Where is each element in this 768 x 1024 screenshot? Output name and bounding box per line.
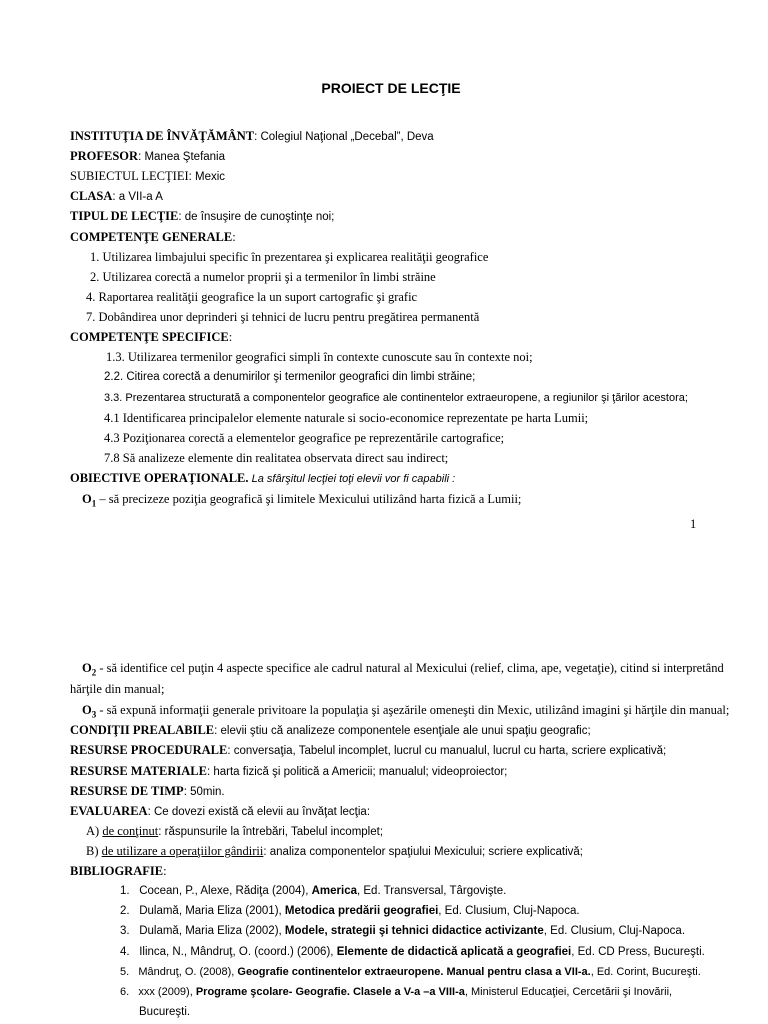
objective-o3: $O_3$ - să expună informaţii generale privitoare la populaţia şi aşezările omeneşti din Mexic, utilizând imagini şi hărţile din manual;: [82, 703, 730, 720]
objective-o2: $O_2$ - să identifice cel puţin 4 aspecte specifice ale cadrul natural al Mexicului (relief, clima, ape, vegetaţie), citind si interpretând: [82, 661, 724, 678]
procedural-resources-line: RESURSE PROCEDURALE: conversaţia, Tabelul incomplet, lucrul cu manualul, lucrul cu harta, scriere explicativă;: [70, 743, 667, 757]
general-competence-item: 4. Raportarea realităţii geografice la un suport cartografic şi grafic: [86, 290, 418, 304]
objective-o2-cont: hărţile din manual;: [70, 682, 165, 696]
page-title: PROIECT DE LECŢIE: [321, 80, 461, 96]
bibliography-item: 1. Cocean, P., Alexe, Rădiţa (2004), America, Ed. Transversal, Târgovişte.: [120, 885, 507, 897]
bibliography-item: 3. Dulamă, Maria Eliza (2002), Modele, strategii şi tehnici didactice activizante, Ed. Clusium, Cluj-Napoca.: [120, 925, 686, 937]
evaluation-line: EVALUAREA: Ce dovezi există că elevii au învăţat lecţia:: [70, 804, 371, 818]
general-competence-item: 2. Utilizarea corectă a numelor proprii şi a termenilor în limbi străine: [90, 270, 436, 284]
lesson-type-line: TIPUL DE LECŢIE: de însuşire de cunoştinţe noi;: [70, 209, 335, 223]
specific-competence-item: 3.3. Prezentarea structurată a componentelor geografice ale continentelor extraeuropene, a regiunilor şi ţărilor acestora;: [104, 392, 688, 404]
institution-line: INSTITUŢIA DE ÎNVĂŢĂMÂNT: Colegiul Naţional „Decebal”, Deva: [70, 129, 434, 143]
specific-competence-item: 7.8 Să analizeze elemente din realitatea observata direct sau indirect;: [104, 451, 449, 465]
general-competences-heading: COMPETENŢE GENERALE:: [70, 230, 236, 244]
specific-competence-item: 4.1 Identificarea principalelor elemente naturale si socio-economice reprezentate pe harta Lumii;: [104, 411, 589, 425]
specific-competence-item: 1.3. Utilizarea termenilor geografici simpli în contexte cunoscute sau în contexte noi;: [106, 350, 533, 364]
preconditions-line: CONDIŢII PREALABILE: elevii ştiu că analizeze componentele esenţiale ale unui spaţiu geografic;: [70, 723, 591, 737]
bibliography-item: 6. xxx (2009), Programe şcolare- Geografie. Clasele a V-a –a VIII-a, Ministerul Educaţiei, Cercetării şi Inovării,: [120, 986, 673, 998]
evaluation-item-a: A) de conţinut: răspunsurile la întrebări, Tabelul incomplet;: [86, 824, 384, 838]
material-resources-line: RESURSE MATERIALE: harta fizică şi politică a Americii; manualul; videoproiector;: [70, 764, 508, 778]
specific-competence-item: 2.2. Citirea corectă a denumirilor şi termenilor geografici din limbi străine;: [104, 371, 476, 383]
evaluation-item-b: B) de utilizare a operaţiilor gândirii: analiza componentelor spaţiului Mexicului; scriere explicativă;: [86, 844, 583, 858]
specific-competence-item: 4.3 Poziţionarea corectă a elementelor geografice pe reprezentările cartografice;: [104, 431, 505, 445]
page-number: 1: [690, 517, 697, 531]
class-line: CLASA: a VII-a A: [70, 189, 163, 203]
teacher-line: PROFESOR: Manea Ştefania: [70, 149, 226, 163]
subject-line: SUBIECTUL LECŢIEI: Mexic: [70, 169, 226, 183]
time-resources-line: RESURSE DE TIMP: 50min.: [70, 784, 225, 798]
general-competence-item: 1. Utilizarea limbajului specific în prezentarea şi explicarea realităţii geografice: [90, 250, 489, 264]
specific-competences-heading: COMPETENŢE SPECIFICE:: [70, 330, 233, 344]
bibliography-item: 2. Dulamă, Maria Eliza (2001), Metodica predării geografiei, Ed. Clusium, Cluj-Napoca.: [120, 905, 580, 917]
general-competence-item: 7. Dobândirea unor deprinderi şi tehnici de lucru pentru pregătirea permanentă: [86, 310, 480, 324]
objectives-heading: OBIECTIVE OPERAŢIONALE. La sfârşitul lecţiei toţi elevii vor fi capabili :: [70, 471, 456, 485]
bibliography-item: 4. Ilinca, N., Mândruţ, O. (coord.) (2006), Elemente de didactică aplicată a geografiei, Ed. CD Press, Bucureşti.: [120, 946, 705, 958]
objective-o1: $O_1$ – să precizeze poziţia geografică şi limitele Mexicului utilizând harta fizică a Lumii;: [82, 492, 522, 509]
bibliography-heading: BIBLIOGRAFIE:: [70, 864, 167, 878]
bibliography-item: 5. Mândruţ, O. (2008), Geografie continentelor extraeuropene. Manual pentru clasa a VII-a., Ed. Corint, Bucureşti.: [120, 966, 701, 978]
bibliography-item-cont: Bucureşti.: [139, 1006, 191, 1018]
